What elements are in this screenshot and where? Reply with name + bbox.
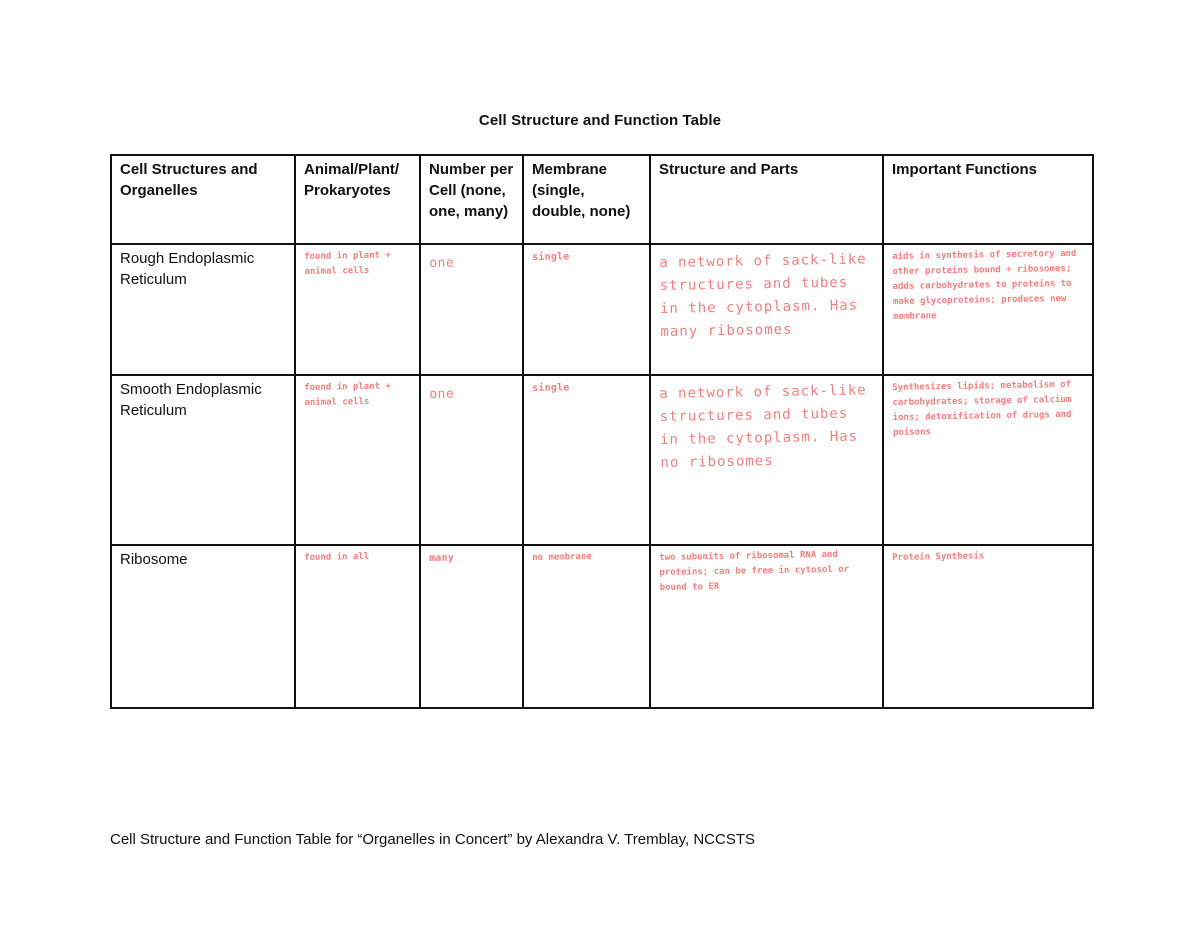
functions-cell <box>883 375 1093 545</box>
membrane-cell <box>523 375 650 545</box>
handwritten-answer: found in all <box>304 551 370 563</box>
cell-structure-table <box>110 154 1094 709</box>
header-functions: Important Functions <box>883 155 1093 244</box>
kingdom-cell <box>295 244 420 375</box>
table-row <box>111 545 1093 708</box>
header-kingdom: Animal/Plant/ Prokaryotes <box>295 155 420 244</box>
handwritten-answer: a network of sack-like structures and tubes in the cytoplasm. Has no ribosomes <box>659 382 867 471</box>
page-title: Cell Structure and Function Table <box>478 112 722 129</box>
header-parts: Structure and Parts <box>650 155 883 244</box>
membrane-cell <box>523 244 650 375</box>
parts-cell <box>650 375 883 545</box>
header-number: Number per Cell (none, one, many) <box>420 155 523 244</box>
handwritten-answer: single <box>532 251 570 263</box>
table-row <box>111 244 1093 375</box>
parts-cell <box>650 244 883 375</box>
handwritten-answer: found in plant + animal cells <box>304 250 391 277</box>
handwritten-answer: two subunits of ribosomal RNA and proteins; can be free in cytosol or bound to ER <box>659 549 850 593</box>
handwritten-answer: a network of sack-like structures and tubes in the cytoplasm. Has many ribosomes <box>659 251 867 340</box>
organelle-name: Ribosome <box>111 545 295 708</box>
functions-cell <box>883 545 1093 708</box>
number-cell <box>420 244 523 375</box>
handwritten-answer: many <box>429 552 455 564</box>
handwritten-answer: one <box>429 255 455 271</box>
header-structure: Cell Structures and Organelles <box>111 155 295 244</box>
number-cell <box>420 375 523 545</box>
number-cell <box>420 545 523 708</box>
document-footer: Cell Structure and Function Table for “Organelles in Concert” by Alexandra V. Tremblay, NCCSTS <box>110 831 756 848</box>
handwritten-answer: one <box>429 386 455 402</box>
handwritten-answer: found in plant + animal cells <box>304 381 391 408</box>
handwritten-answer: single <box>532 382 570 394</box>
kingdom-cell <box>295 545 420 708</box>
header-row <box>111 155 1093 244</box>
organelle-name: Smooth Endoplasmic Reticulum <box>111 375 295 545</box>
parts-cell <box>650 545 883 708</box>
handwritten-answer: no membrane <box>532 551 592 563</box>
kingdom-cell <box>295 375 420 545</box>
organelle-name: Rough Endoplasmic Reticulum <box>111 244 295 375</box>
handwritten-answer: Synthesizes lipids; metabolism of carbohydrates; storage of calcium ions; detoxification of drugs and poisons <box>892 379 1072 438</box>
membrane-cell <box>523 545 650 708</box>
table-row <box>111 375 1093 545</box>
handwritten-answer: aids in synthesis of secretory and other proteins bound + ribosomes; adds carbohydrates to proteins to make glycoproteins; produces new membrane <box>892 248 1077 322</box>
handwritten-answer: Protein Synthesis <box>892 551 985 563</box>
functions-cell <box>883 244 1093 375</box>
header-membrane: Membrane (single, double, none) <box>523 155 650 244</box>
